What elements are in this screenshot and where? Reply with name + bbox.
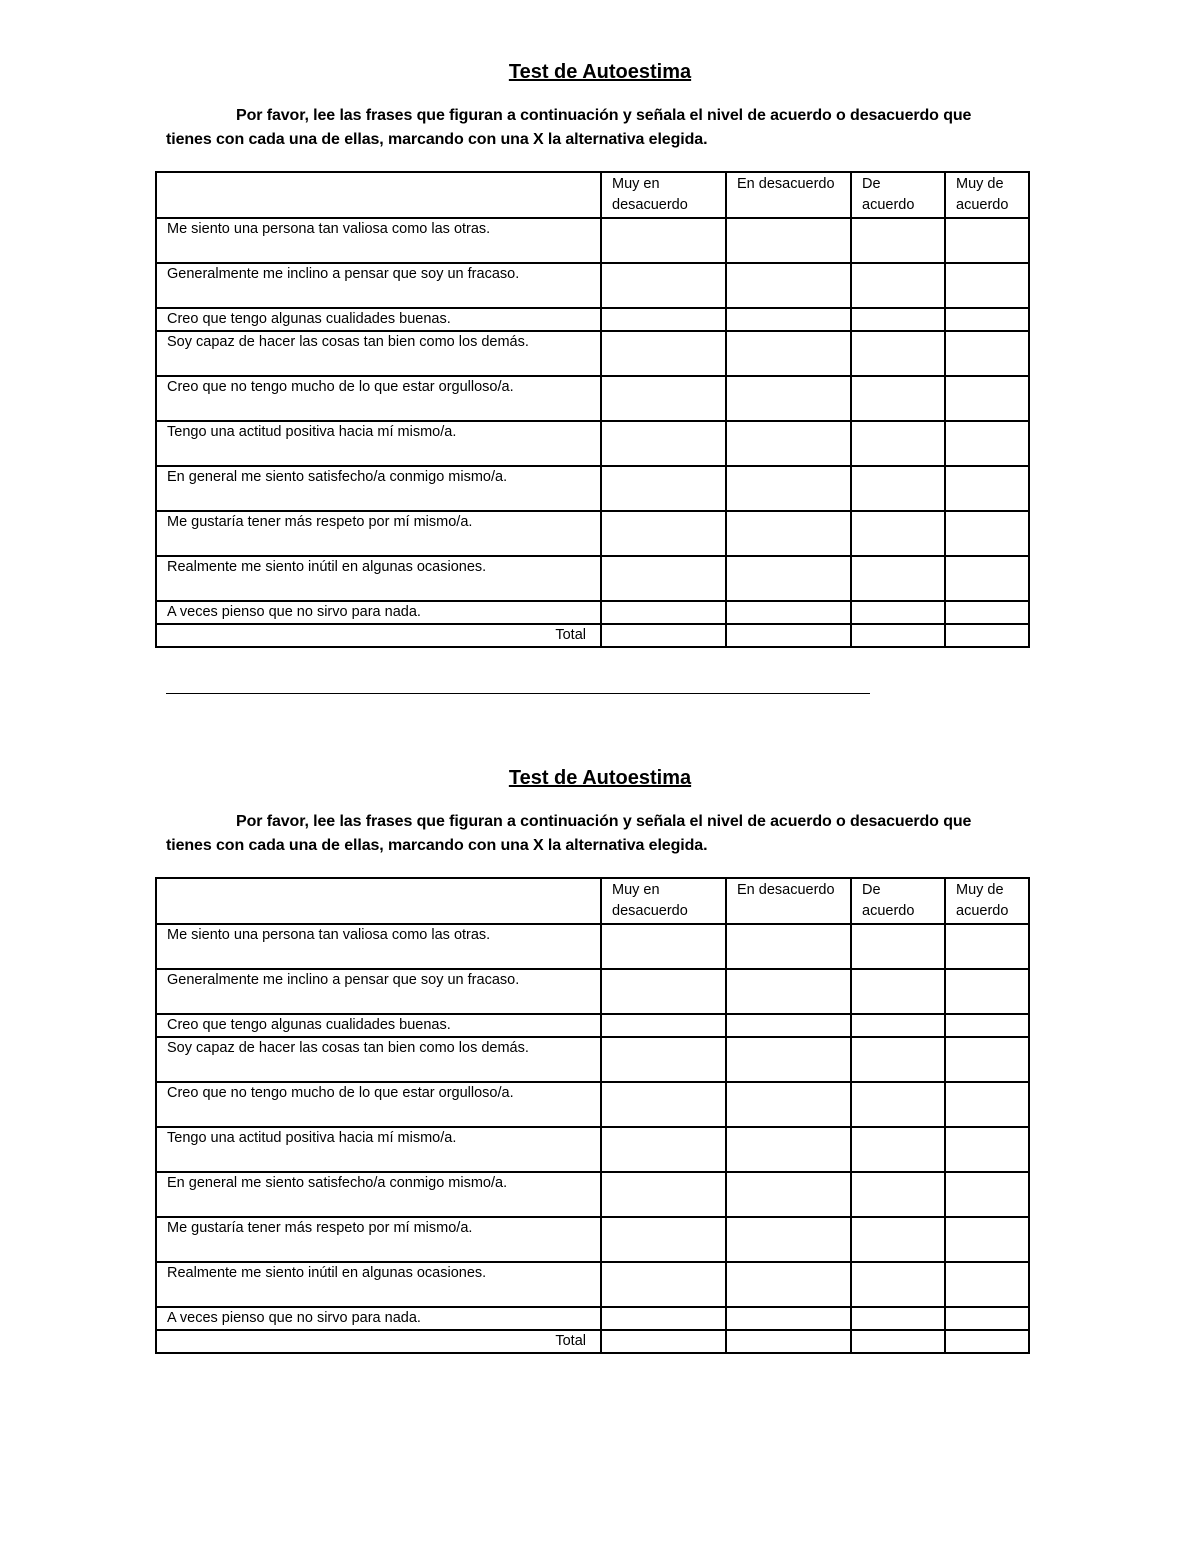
- statement-text: Creo que no tengo mucho de lo que estar orgulloso/a.: [156, 376, 601, 421]
- answer-cell-strongly-agree[interactable]: [945, 924, 1029, 969]
- column-header-agree: De acuerdo: [851, 878, 945, 924]
- answer-cell-disagree[interactable]: [726, 556, 851, 601]
- answer-cell-strongly-disagree[interactable]: [601, 969, 726, 1014]
- answer-cell-strongly-agree[interactable]: [945, 421, 1029, 466]
- answer-cell-strongly-disagree[interactable]: [601, 421, 726, 466]
- answer-cell-strongly-disagree[interactable]: [601, 1037, 726, 1082]
- answer-cell-agree[interactable]: [851, 218, 945, 263]
- total-label: Total: [156, 1330, 601, 1353]
- answer-cell-strongly-disagree[interactable]: [601, 218, 726, 263]
- answer-cell-strongly-agree[interactable]: [945, 263, 1029, 308]
- answer-cell-disagree[interactable]: [726, 1082, 851, 1127]
- header-blank-cell: [156, 878, 601, 924]
- statement-text: Tengo una actitud positiva hacia mí mismo/a.: [156, 1127, 601, 1172]
- answer-cell-agree[interactable]: [851, 1127, 945, 1172]
- answer-cell-agree[interactable]: [851, 601, 945, 624]
- column-header-strongly-agree: Muy de acuerdo: [945, 878, 1029, 924]
- answer-cell-strongly-agree[interactable]: [945, 1082, 1029, 1127]
- answer-cell-disagree[interactable]: [726, 511, 851, 556]
- answer-cell-disagree[interactable]: [726, 466, 851, 511]
- answer-cell-strongly-agree[interactable]: [945, 601, 1029, 624]
- statement-text: Me gustaría tener más respeto por mí mismo/a.: [156, 511, 601, 556]
- statement-row: [156, 331, 1029, 376]
- statement-row: [156, 1082, 1029, 1127]
- total-cell-agree[interactable]: [851, 1330, 945, 1353]
- answer-cell-disagree[interactable]: [726, 331, 851, 376]
- answer-cell-disagree[interactable]: [726, 308, 851, 331]
- column-header-disagree: En desacuerdo: [726, 172, 851, 218]
- header-blank-cell: [156, 172, 601, 218]
- statement-row: [156, 1217, 1029, 1262]
- total-cell-strongly-disagree[interactable]: [601, 624, 726, 647]
- answer-cell-disagree[interactable]: [726, 1217, 851, 1262]
- statement-text: Creo que tengo algunas cualidades buenas.: [156, 308, 601, 331]
- total-cell-strongly-disagree[interactable]: [601, 1330, 726, 1353]
- answer-cell-strongly-agree[interactable]: [945, 308, 1029, 331]
- answer-cell-disagree[interactable]: [726, 263, 851, 308]
- answer-cell-strongly-agree[interactable]: [945, 1037, 1029, 1082]
- answer-cell-disagree[interactable]: [726, 1037, 851, 1082]
- answer-cell-strongly-disagree[interactable]: [601, 601, 726, 624]
- total-label: Total: [156, 624, 601, 647]
- column-header-agree: De acuerdo: [851, 172, 945, 218]
- total-row: [156, 1330, 1029, 1353]
- answer-cell-agree[interactable]: [851, 331, 945, 376]
- form-title: Test de Autoestima: [508, 767, 692, 789]
- self-esteem-test-form-2: [0, 764, 1200, 1349]
- total-cell-disagree[interactable]: [726, 1330, 851, 1353]
- answer-cell-agree[interactable]: [851, 421, 945, 466]
- answer-cell-agree[interactable]: [851, 1014, 945, 1037]
- answer-cell-strongly-disagree[interactable]: [601, 1307, 726, 1330]
- statement-row: [156, 1014, 1029, 1037]
- statement-text: Realmente me siento inútil en algunas ocasiones.: [156, 1262, 601, 1307]
- answer-cell-agree[interactable]: [851, 1262, 945, 1307]
- statement-row: [156, 263, 1029, 308]
- answer-cell-disagree[interactable]: [726, 969, 851, 1014]
- statement-text: Me siento una persona tan valiosa como las otras.: [156, 218, 601, 263]
- answer-cell-strongly-disagree[interactable]: [601, 1127, 726, 1172]
- answer-cell-agree[interactable]: [851, 263, 945, 308]
- answer-cell-agree[interactable]: [851, 1172, 945, 1217]
- answer-cell-strongly-agree[interactable]: [945, 1127, 1029, 1172]
- answer-cell-strongly-disagree[interactable]: [601, 331, 726, 376]
- statement-row: [156, 924, 1029, 969]
- answer-cell-strongly-agree[interactable]: [945, 1014, 1029, 1037]
- answer-cell-strongly-disagree[interactable]: [601, 1082, 726, 1127]
- statement-row: [156, 218, 1029, 263]
- answer-cell-strongly-disagree[interactable]: [601, 511, 726, 556]
- answer-cell-disagree[interactable]: [726, 924, 851, 969]
- statement-row: [156, 1262, 1029, 1307]
- statement-text: Me siento una persona tan valiosa como las otras.: [156, 924, 601, 969]
- answer-cell-agree[interactable]: [851, 1037, 945, 1082]
- column-header-strongly-disagree: Muy en desacuerdo: [601, 172, 726, 218]
- statement-text: Generalmente me inclino a pensar que soy un fracaso.: [156, 969, 601, 1014]
- answer-cell-strongly-agree[interactable]: [945, 1307, 1029, 1330]
- answer-cell-agree[interactable]: [851, 511, 945, 556]
- survey-table: [155, 171, 1030, 648]
- answer-cell-agree[interactable]: [851, 308, 945, 331]
- answer-cell-strongly-disagree[interactable]: [601, 1217, 726, 1262]
- total-cell-disagree[interactable]: [726, 624, 851, 647]
- answer-cell-disagree[interactable]: [726, 218, 851, 263]
- statement-row: [156, 969, 1029, 1014]
- statement-text: Soy capaz de hacer las cosas tan bien como los demás.: [156, 1037, 601, 1082]
- answer-cell-strongly-agree[interactable]: [945, 376, 1029, 421]
- column-header-disagree: En desacuerdo: [726, 878, 851, 924]
- answer-cell-agree[interactable]: [851, 1217, 945, 1262]
- answer-cell-strongly-agree[interactable]: [945, 1172, 1029, 1217]
- statement-row: [156, 308, 1029, 331]
- total-cell-strongly-agree[interactable]: [945, 1330, 1029, 1353]
- statement-row: [156, 1037, 1029, 1082]
- column-header-strongly-agree: Muy de acuerdo: [945, 172, 1029, 218]
- statement-row: [156, 511, 1029, 556]
- answer-cell-disagree[interactable]: [726, 1307, 851, 1330]
- answer-cell-strongly-agree[interactable]: [945, 1262, 1029, 1307]
- statement-row: [156, 421, 1029, 466]
- statement-text: Realmente me siento inútil en algunas ocasiones.: [156, 556, 601, 601]
- statement-text: Me gustaría tener más respeto por mí mismo/a.: [156, 1217, 601, 1262]
- answer-cell-disagree[interactable]: [726, 1262, 851, 1307]
- answer-cell-strongly-agree[interactable]: [945, 556, 1029, 601]
- statement-row: [156, 376, 1029, 421]
- statement-text: Generalmente me inclino a pensar que soy un fracaso.: [156, 263, 601, 308]
- answer-cell-disagree[interactable]: [726, 601, 851, 624]
- statement-row: [156, 1127, 1029, 1172]
- answer-cell-strongly-agree[interactable]: [945, 218, 1029, 263]
- answer-cell-strongly-disagree[interactable]: [601, 376, 726, 421]
- answer-cell-strongly-disagree[interactable]: [601, 1172, 726, 1217]
- answer-cell-strongly-disagree[interactable]: [601, 556, 726, 601]
- answer-cell-disagree[interactable]: [726, 1014, 851, 1037]
- answer-cell-agree[interactable]: [851, 466, 945, 511]
- answer-cell-agree[interactable]: [851, 1082, 945, 1127]
- statement-text: A veces pienso que no sirvo para nada.: [156, 601, 601, 624]
- answer-cell-agree[interactable]: [851, 556, 945, 601]
- statement-text: Soy capaz de hacer las cosas tan bien como los demás.: [156, 331, 601, 376]
- answer-cell-disagree[interactable]: [726, 1172, 851, 1217]
- statement-text: En general me siento satisfecho/a conmigo mismo/a.: [156, 466, 601, 511]
- total-row: [156, 624, 1029, 647]
- answer-cell-agree[interactable]: [851, 924, 945, 969]
- answer-cell-agree[interactable]: [851, 376, 945, 421]
- statement-row: [156, 1172, 1029, 1217]
- form-title: Test de Autoestima: [508, 61, 692, 83]
- self-esteem-test-form-1: [0, 58, 1200, 643]
- answer-cell-strongly-disagree[interactable]: [601, 1014, 726, 1037]
- survey-table: [155, 877, 1030, 1354]
- statement-row: [156, 601, 1029, 624]
- answer-cell-strongly-disagree[interactable]: [601, 308, 726, 331]
- answer-cell-strongly-disagree[interactable]: [601, 263, 726, 308]
- statement-text: Creo que tengo algunas cualidades buenas.: [156, 1014, 601, 1037]
- answer-cell-strongly-agree[interactable]: [945, 969, 1029, 1014]
- column-header-strongly-disagree: Muy en desacuerdo: [601, 878, 726, 924]
- statement-row: [156, 556, 1029, 601]
- cut-line-divider: [166, 693, 870, 694]
- statement-row: [156, 1307, 1029, 1330]
- answer-cell-disagree[interactable]: [726, 421, 851, 466]
- answer-cell-strongly-agree[interactable]: [945, 511, 1029, 556]
- statement-text: En general me siento satisfecho/a conmigo mismo/a.: [156, 1172, 601, 1217]
- form-instructions: Por favor, lee las frases que figuran a continuación y señala el nivel de acuerdo o desacuerdo que tienes con cada una de ellas, marcando con una X la alternativa elegida.: [166, 107, 972, 148]
- answer-cell-strongly-disagree[interactable]: [601, 924, 726, 969]
- answer-cell-strongly-disagree[interactable]: [601, 466, 726, 511]
- answer-cell-agree[interactable]: [851, 969, 945, 1014]
- statement-text: A veces pienso que no sirvo para nada.: [156, 1307, 601, 1330]
- answer-cell-strongly-agree[interactable]: [945, 1217, 1029, 1262]
- answer-cell-strongly-disagree[interactable]: [601, 1262, 726, 1307]
- answer-cell-agree[interactable]: [851, 1307, 945, 1330]
- total-cell-agree[interactable]: [851, 624, 945, 647]
- form-instructions: Por favor, lee las frases que figuran a continuación y señala el nivel de acuerdo o desacuerdo que tienes con cada una de ellas, marcando con una X la alternativa elegida.: [166, 813, 972, 854]
- total-cell-strongly-agree[interactable]: [945, 624, 1029, 647]
- answer-cell-disagree[interactable]: [726, 1127, 851, 1172]
- statement-text: Creo que no tengo mucho de lo que estar orgulloso/a.: [156, 1082, 601, 1127]
- answer-cell-disagree[interactable]: [726, 376, 851, 421]
- statement-row: [156, 466, 1029, 511]
- answer-cell-strongly-agree[interactable]: [945, 466, 1029, 511]
- statement-text: Tengo una actitud positiva hacia mí mismo/a.: [156, 421, 601, 466]
- answer-cell-strongly-agree[interactable]: [945, 331, 1029, 376]
